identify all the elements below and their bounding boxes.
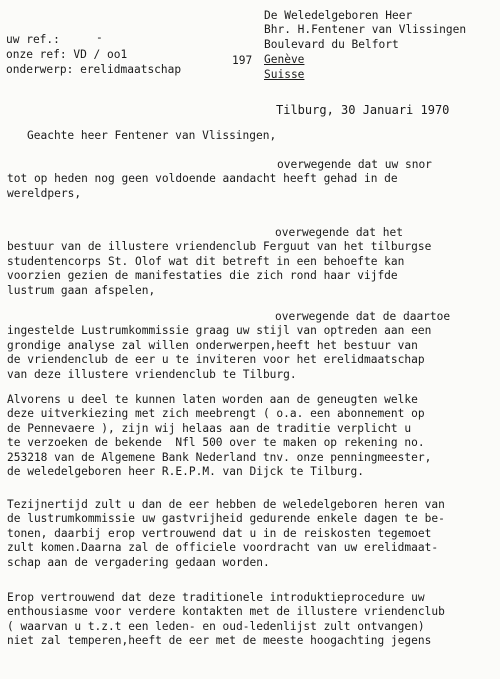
ref-mark: - bbox=[96, 31, 103, 44]
address-country: Suisse bbox=[264, 68, 305, 81]
paragraph-line: studentencorps St. Olof wat dit betreft in een behoefte kan bbox=[7, 254, 405, 268]
paragraph-line: Alvorens u deel te kunnen laten worden aan de geneugten welke bbox=[7, 393, 418, 406]
paragraph-line: Tezijnertijd zult u dan de eer hebben de weledelgeboren heren van bbox=[7, 498, 445, 511]
paragraph-erop-vertrouwend bbox=[7, 591, 487, 649]
paragraph-line: 253218 van de Algemene Bank Nederland tnv. onze penningmeester, bbox=[7, 450, 432, 464]
paragraph-line: van deze illustere vriendenclub te Tilburg. bbox=[7, 367, 297, 381]
paragraph-line: voorzien gezien de manifestaties die zich rond haar vijfde bbox=[7, 269, 398, 283]
ref-onderwerp: onderwerp: erelidmaatschap bbox=[6, 63, 182, 76]
paragraph-line: ( waarvan u t.z.t een leden- en oud-ledenlijst zult ontvangen) bbox=[7, 619, 425, 633]
paragraph-line: overwegende dat het bbox=[275, 226, 403, 239]
paragraph-line: de lustrumkommissie uw gastvrijheid gedurende enkele dagen te be- bbox=[7, 512, 445, 526]
paragraph-line: Erop vertrouwend dat deze traditionele introduktieprocedure uw bbox=[7, 591, 425, 604]
paragraph-line: de Pennevaere ), zijn wij helaas aan de traditie verplicht u bbox=[7, 421, 412, 435]
paragraph-line: overwegende dat uw snor bbox=[277, 158, 432, 171]
paragraph-line: deze uitverkiezing met zich meebrengt ( o.a. een abonnement op bbox=[7, 407, 425, 421]
paragraph-line: wereldpers, bbox=[7, 186, 82, 200]
paragraph-line: de weledelgeboren heer R.E.P.M. van Dijck te Tilburg. bbox=[7, 464, 364, 478]
ref-uw-ref: uw ref.: bbox=[6, 33, 60, 46]
paragraph-line: bestuur van de illustere vriendenclub Ferguut van het tilburgse bbox=[7, 240, 432, 254]
address-line-3: Boulevard du Belfort bbox=[264, 38, 399, 51]
paragraph-line: te verzoeken de bekende Nfl 500 over te maken op rekening no. bbox=[7, 436, 425, 450]
paragraph-alvorens bbox=[7, 393, 487, 479]
paragraph-line: niet zal temperen,heeft de eer met de meeste hoogachting jegens bbox=[7, 634, 432, 648]
paragraph-tezijnertijd bbox=[7, 498, 487, 570]
paragraph-lustrumkommissie bbox=[7, 310, 487, 382]
paragraph-line: lustrum gaan afspelen, bbox=[7, 283, 156, 297]
paragraph-line: overwegende dat de daartoe bbox=[275, 310, 451, 323]
ref-number: 197 bbox=[232, 54, 253, 67]
paragraph-line: tonen, daarbij erop vertrouwend dat u in de reiskosten tegemoet bbox=[7, 526, 432, 540]
address-line-1: De Weledelgeboren Heer bbox=[264, 9, 413, 22]
address-line-2: Bhr. H.Fentener van Vlissingen bbox=[264, 23, 467, 36]
paragraph-line: zult komen.Daarna zal de officiele voordracht van uw erelidmaat- bbox=[7, 541, 439, 555]
paragraph-line: grondige analyse zal willen onderwerpen,heeft het bestuur van bbox=[7, 338, 418, 352]
paragraph-line: ingestelde Lustrumkommissie graag uw stijl van optreden aan een bbox=[7, 324, 432, 338]
paragraph-line: schap aan de vergadering gedaan worden. bbox=[7, 555, 270, 569]
paragraph-line: enthousiasme voor verdere kontakten met de illustere vriendenclub bbox=[7, 605, 445, 619]
salutation: Geachte heer Fentener van Vlissingen, bbox=[27, 129, 277, 142]
paragraph-line: tot op heden nog geen voldoende aandacht heeft gehad in de bbox=[7, 172, 398, 186]
ref-onze-ref: onze ref: VD / oo1 bbox=[6, 48, 128, 61]
paragraph-line: de vriendenclub de eer u te inviteren voor het erelidmaatschap bbox=[7, 353, 425, 367]
address-city: Genève bbox=[264, 53, 305, 66]
paragraph-bestuur bbox=[7, 226, 487, 298]
paragraph-snor bbox=[7, 158, 487, 201]
letter-date: Tilburg, 30 Januari 1970 bbox=[276, 103, 450, 117]
